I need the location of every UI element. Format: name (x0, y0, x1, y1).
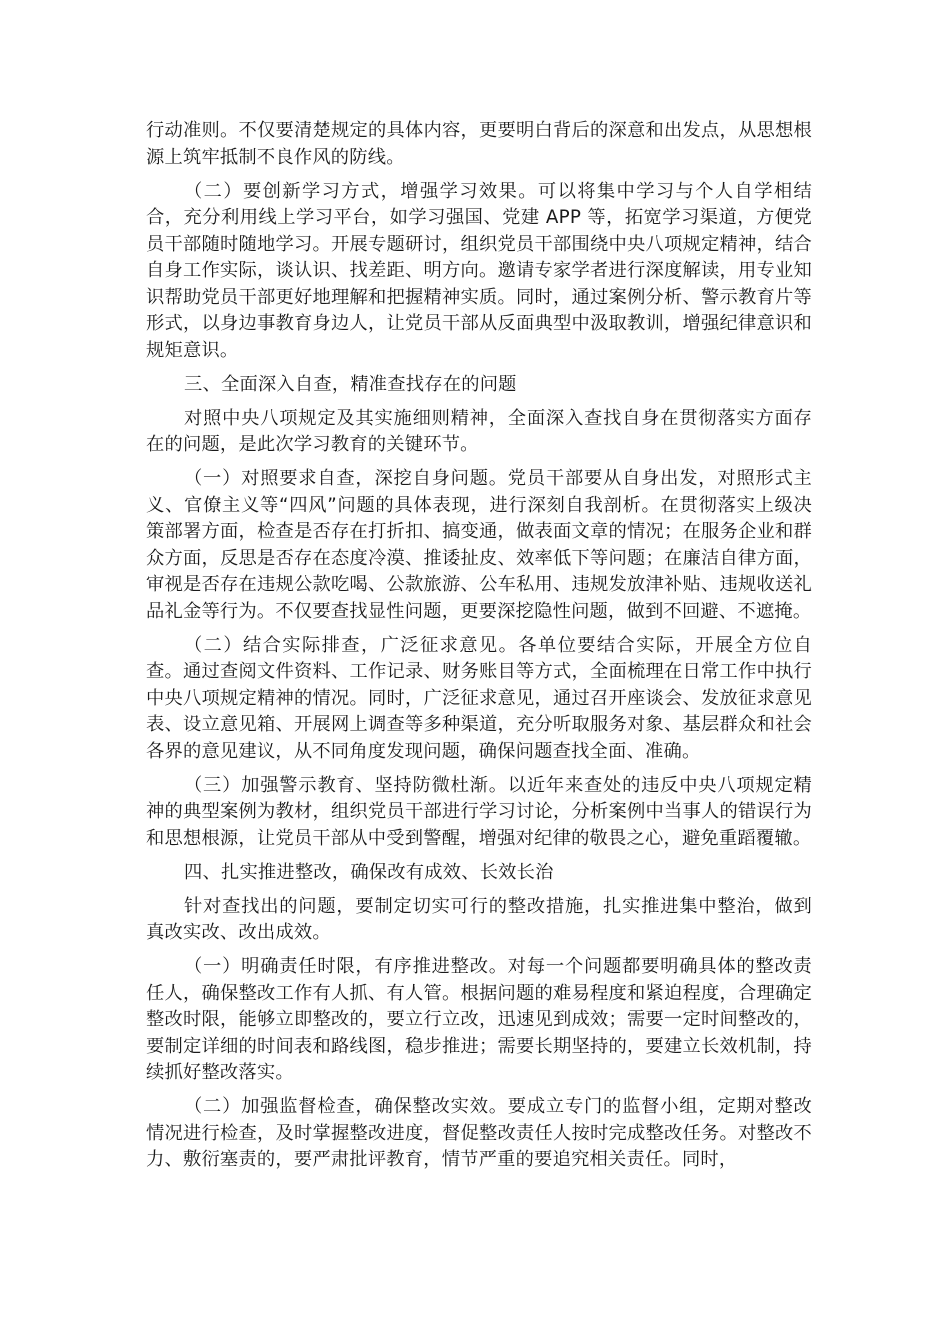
paragraph-self-check-3: （三）加强警示教育、坚持防微杜渐。以近年来查处的违反中央八项规定精神的典型案例为教材，组织党员干部进行学习讨论，分析案例中当事人的错误行为和思想根源，让党员干部从中受到警醒，增强对纪律的敬畏之心，避免重蹈覆辙。 (146, 774, 812, 849)
paragraph-rectify-2: （二）加强监督检查，确保整改实效。要成立专门的监督小组，定期对整改情况进行检查，及时掌握整改进度，督促整改责任人按时完成整改任务。对整改不力、敷衍塞责的，要严肃批评教育，情节严重的要追究相关责任。同时， (146, 1096, 812, 1170)
paragraph-rectify-intro: 针对查找出的问题，要制定切实可行的整改措施，扎实推进集中整治，做到真改实改、改出成效。 (146, 895, 812, 943)
document-page (146, 118, 812, 1181)
paragraph-continuation: 行动准则。不仅要清楚规定的具体内容，更要明白背后的深意和出发点，从思想根源上筑牢抵制不良作风的防线。 (146, 120, 812, 168)
paragraph-self-check-intro: 对照中央八项规定及其实施细则精神，全面深入查找自身在贯彻落实方面存在的问题，是此次学习教育的关键环节。 (146, 407, 812, 455)
paragraph-self-check-1: （一）对照要求自查，深挖自身问题。党员干部要从自身出发，对照形式主义、官僚主义等“四风”问题的具体表现，进行深刻自我剖析。在贯彻落实上级决策部署方面，检查是否存在打折扣、搞变通，做表面文章的情况；在服务企业和群众方面，反思是否存在态度冷漠、推诿扯皮、效率低下等问题；在廉洁自律方面，审视是否存在违规公款吃喝、公款旅游、公车私用、违规发放津补贴、违规收送礼品礼金等行为。不仅要查找显性问题，更要深挖隐性问题，做到不回避、不遮掩。 (146, 468, 812, 622)
section-heading-4: 四、扎实推进整改，确保改有成效、长效长治 (184, 861, 554, 883)
paragraph-rectify-1: （一）明确责任时限，有序推进整改。对每一个问题都要明确具体的整改责任人，确保整改工作有人抓、有人管。根据问题的难易程度和紧迫程度，合理确定整改时限，能够立即整改的，要立行立改，迅速见到成效；需要一定时间整改的，要制定详细的时间表和路线图，稳步推进；需要长期坚持的，要建立长效机制，持续抓好整改落实。 (146, 956, 812, 1083)
section-heading-3: 三、全面深入自查，精准查找存在的问题 (184, 373, 517, 395)
paragraph-innovate-learning: （二）要创新学习方式，增强学习效果。可以将集中学习与个人自学相结合，充分利用线上学习平台，如学习强国、党建 APP 等，拓宽学习渠道，方便党员干部随时随地学习。开展专题研讨，组织党员干部围绕中央八项规定精神，结合自身工作实际，谈认识、找差距、明方向。邀请专家学者进行深度解读，用专业知识帮助党员干部更好地理解和把握精神实质。同时，通过案例分析、警示教育片等形式，以身边事教育身边人，让党员干部从反面典型中汲取教训，增强纪律意识和规矩意识。 (146, 180, 812, 361)
paragraph-self-check-2: （二）结合实际排查，广泛征求意见。各单位要结合实际，开展全方位自查。通过查阅文件资料、工作记录、财务账目等方式，全面梳理在日常工作中执行中央八项规定精神的情况。同时，广泛征求意见，通过召开座谈会、发放征求意见表、设立意见箱、开展网上调查等多种渠道，充分听取服务对象、基层群众和社会各界的意见建议，从不同角度发现问题，确保问题查找全面、准确。 (146, 634, 812, 762)
